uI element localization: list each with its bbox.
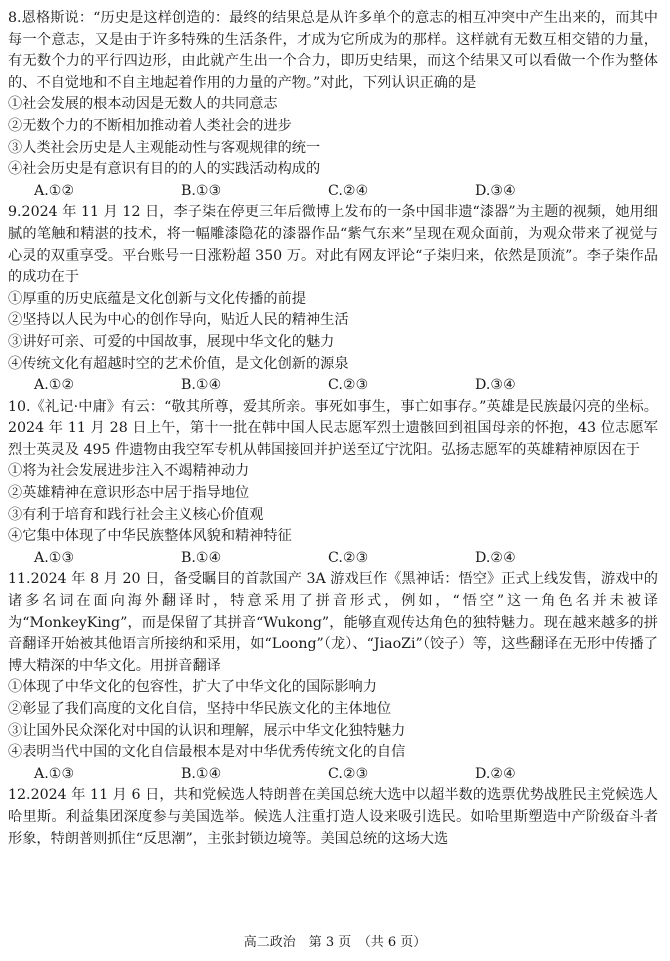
statement-option: ②坚持以人民为中心的创作导向，贴近人民的精神生活 [8, 312, 349, 329]
question-stem: 8.恩格斯说：“历史是这样创造的：最终的结果总是从许多单个的意志的相互冲突中产生出来的，而其中每一个意志，又是由于许多特殊的生活条件，才成为它所成为的那样。这样就有无数互相交错的力量，有无数个力的平行四边形，由此就产生出一个合力，即历史结果，而这个结果又可以看做一个作为整体的、不自觉地和不自主地起着作用的力量的产物。”对此，下列认识正确的是 [8, 10, 658, 91]
question-stem: 9.2024 年 11 月 12 日，李子柒在停更三年后微博上发布的一条中国非遗“漆器”为主题的视频，她用细腻的笔触和精湛的技术，将一幅雕漆隐花的漆器作品“紫气东来”呈现在观众面前，为观众带来了视觉与心灵的双重享受。平台账号一日涨粉超 350 万。对此有网友评论“子柒归来，依然是顶流”。李子柒作品的成功在于 [8, 204, 658, 286]
question-12 [8, 785, 658, 850]
statement-option: ④表明当代中国的文化自信最根本是对中华优秀传统文化的自信 [8, 744, 406, 761]
choice-c: C.②③ [328, 549, 369, 566]
question-8 [8, 8, 658, 202]
question-stem: 10.《礼记·中庸》有云：“敬其所尊，爱其所亲。事死如事生，事亡如事存。”英雄是民族最闪亮的坐标。2024 年 11 月 28 日上午，第十一批在韩中国人民志愿军烈士遗骸回到祖国母亲的怀抱，43 位志愿军烈士英灵及 495 件遗物由我空军专机从韩国接回并护送至辽宁沈阳。弘扬志愿军的英雄精神原因在于 [8, 398, 658, 458]
statement-option: ③人类社会历史是人主观能动性与客观规律的统一 [8, 139, 321, 156]
question-10 [8, 397, 658, 570]
choice-b: B.①④ [181, 765, 222, 782]
statement-option: ④传统文化有超越时空的艺术价值，是文化创新的源泉 [8, 355, 349, 372]
choice-b: B.①④ [181, 377, 222, 394]
choice-c: C.②③ [328, 765, 369, 782]
statement-option: ①体现了中华文化的包容性，扩大了中华文化的国际影响力 [8, 679, 377, 696]
statement-option: ④社会历史是有意识有目的的人的实践活动构成的 [8, 161, 321, 178]
question-stem: 12.2024 年 11 月 6 日，共和党候选人特朗普在美国总统大选中以超半数的选票优势战胜民主党候选人哈里斯。利益集团深度参与美国选举。候选人注重打造人设来吸引选民。如哈里斯塑造中产阶级奋斗者形象，特朗普则抓住“反思潮”，主张封锁边境等。美国总统的这场大选 [8, 787, 658, 847]
choice-d: D.③④ [475, 377, 516, 394]
choice-d: D.②④ [475, 549, 516, 566]
question-stem: 11.2024 年 8 月 20 日，备受瞩目的首款国产 3A 游戏巨作《黑神话：悟空》正式上线发售，游戏中的诸多名词在面向海外翻译时，特意采用了拼音形式，例如，“悟空”这一角色名并未被译为“MonkeyKing”，而是保留了其拼音“Wukong”，能够直观传达角色的独特魅力。现在越来越多的拼音翻译开始被其他语言所接纳和采用，如“Loong”（龙）、“JiaoZi”（饺子）等，这些翻译在无形中传播了博大精深的中华文化。用拼音翻译 [8, 571, 658, 674]
choice-a: A.①③ [34, 549, 75, 566]
choice-a: A.①② [34, 182, 75, 199]
choice-c: C.②④ [328, 182, 369, 199]
choice-d: D.②④ [475, 765, 516, 782]
question-9 [8, 202, 658, 396]
statement-option: ②英雄精神在意识形态中居于指导地位 [8, 485, 250, 502]
statement-option: ①社会发展的根本动因是无数人的共同意志 [8, 96, 278, 113]
choice-c: C.②③ [328, 377, 369, 394]
choice-b: B.①③ [181, 182, 222, 199]
statement-option: ①厚重的历史底蕴是文化创新与文化传播的前提 [8, 290, 306, 307]
choice-a: A.①② [34, 377, 75, 394]
statement-option: ④它集中体现了中华民族整体风貌和精神特征 [8, 528, 292, 545]
answer-choices [8, 375, 658, 397]
statement-option: ③让国外民众深化对中国的认识和理解，展示中华文化独特魅力 [8, 722, 406, 739]
choice-d: D.③④ [475, 182, 516, 199]
answer-choices [8, 764, 658, 786]
answer-choices [8, 181, 658, 203]
statement-option: ②彰显了我们高度的文化自信，坚持中华民族文化的主体地位 [8, 701, 392, 717]
statement-option: ③有利于培育和践行社会主义核心价值观 [8, 506, 264, 523]
choice-b: B.①④ [181, 549, 222, 566]
answer-choices [8, 548, 658, 570]
question-11 [8, 569, 658, 785]
statement-option: ①将为社会发展进步注入不竭精神动力 [8, 463, 250, 480]
statement-option: ②无数个力的不断相加推动着人类社会的进步 [8, 117, 292, 134]
statement-option: ③讲好可亲、可爱的中国故事，展现中华文化的魅力 [8, 333, 335, 350]
page-footer: 高二政治 第 3 页 （共 6 页） [243, 935, 427, 950]
choice-a: A.①③ [34, 765, 75, 782]
